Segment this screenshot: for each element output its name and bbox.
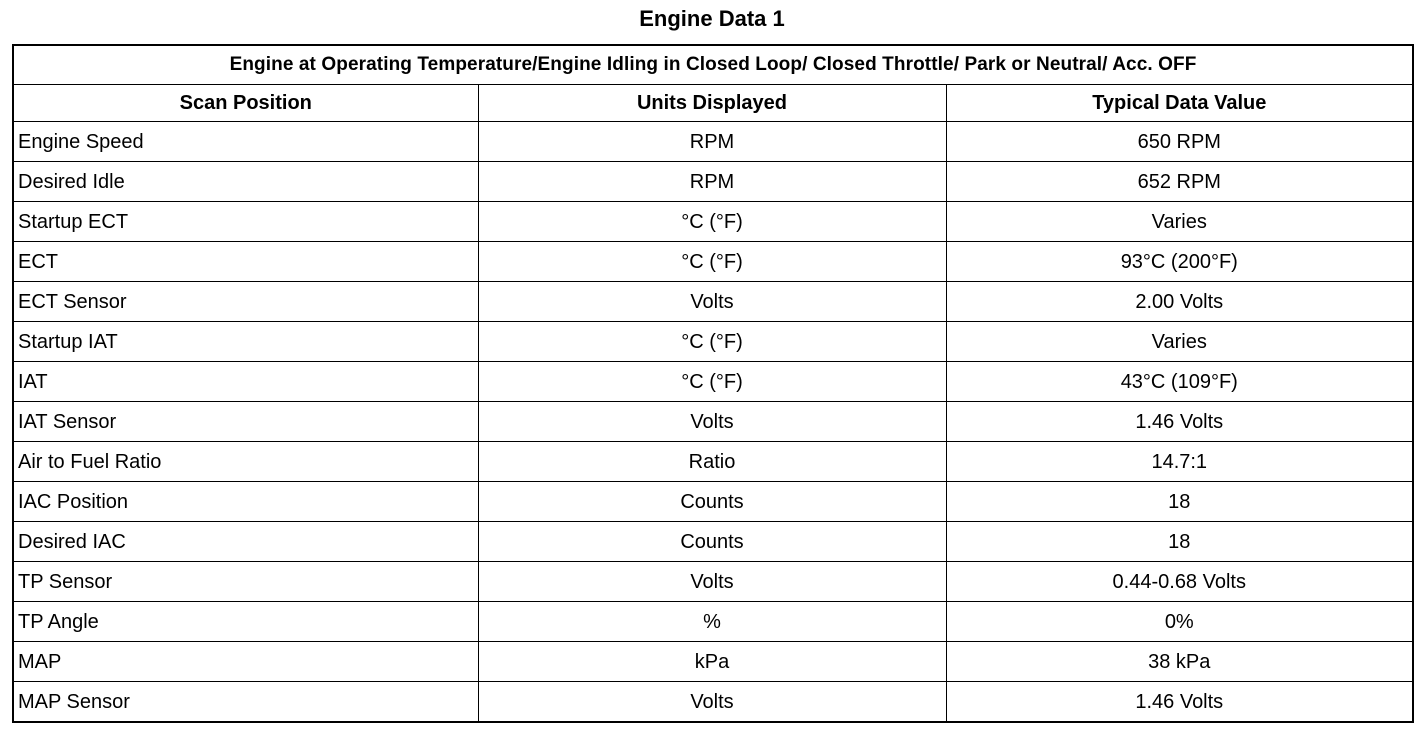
units-cell: °C (°F): [478, 202, 946, 242]
scan-position-cell: ECT: [13, 242, 478, 282]
table-row: [13, 402, 1413, 442]
scan-position-cell: Startup IAT: [13, 322, 478, 362]
table-row: [13, 522, 1413, 562]
table-row: [13, 482, 1413, 522]
units-cell: Counts: [478, 522, 946, 562]
units-cell: kPa: [478, 642, 946, 682]
table-row: [13, 162, 1413, 202]
typical-value-cell: 0.44-0.68 Volts: [946, 562, 1413, 602]
table-row: [13, 282, 1413, 322]
column-header-scan-position: Scan Position: [13, 85, 478, 122]
typical-value-cell: 38 kPa: [946, 642, 1413, 682]
scan-position-cell: IAC Position: [13, 482, 478, 522]
units-cell: Volts: [478, 682, 946, 723]
column-header-row: [13, 85, 1413, 122]
scan-position-cell: TP Sensor: [13, 562, 478, 602]
units-cell: %: [478, 602, 946, 642]
column-header-typical-data-value: Typical Data Value: [946, 85, 1413, 122]
scan-position-cell: Startup ECT: [13, 202, 478, 242]
units-cell: Counts: [478, 482, 946, 522]
table-row: [13, 202, 1413, 242]
scan-position-cell: Desired IAC: [13, 522, 478, 562]
typical-value-cell: 43°C (109°F): [946, 362, 1413, 402]
table-row: [13, 562, 1413, 602]
scan-position-cell: IAT: [13, 362, 478, 402]
table-row: [13, 642, 1413, 682]
table-row: [13, 122, 1413, 162]
scan-position-cell: IAT Sensor: [13, 402, 478, 442]
scan-position-cell: Desired Idle: [13, 162, 478, 202]
table-row: [13, 362, 1413, 402]
typical-value-cell: 1.46 Volts: [946, 682, 1413, 723]
units-cell: °C (°F): [478, 322, 946, 362]
typical-value-cell: Varies: [946, 202, 1413, 242]
typical-value-cell: 1.46 Volts: [946, 402, 1413, 442]
scan-position-cell: Engine Speed: [13, 122, 478, 162]
scan-position-cell: MAP: [13, 642, 478, 682]
units-cell: Volts: [478, 562, 946, 602]
typical-value-cell: Varies: [946, 322, 1413, 362]
units-cell: °C (°F): [478, 242, 946, 282]
table-row: [13, 322, 1413, 362]
typical-value-cell: 93°C (200°F): [946, 242, 1413, 282]
table-row: [13, 602, 1413, 642]
table-row: [13, 682, 1413, 723]
units-cell: °C (°F): [478, 362, 946, 402]
units-cell: Ratio: [478, 442, 946, 482]
typical-value-cell: 2.00 Volts: [946, 282, 1413, 322]
column-header-units-displayed: Units Displayed: [478, 85, 946, 122]
scan-position-cell: MAP Sensor: [13, 682, 478, 723]
scan-position-cell: TP Angle: [13, 602, 478, 642]
typical-value-cell: 14.7:1: [946, 442, 1413, 482]
condition-row: [13, 45, 1413, 85]
typical-value-cell: 650 RPM: [946, 122, 1413, 162]
scan-position-cell: ECT Sensor: [13, 282, 478, 322]
table-row: [13, 242, 1413, 282]
typical-value-cell: 0%: [946, 602, 1413, 642]
scan-position-cell: Air to Fuel Ratio: [13, 442, 478, 482]
units-cell: Volts: [478, 402, 946, 442]
units-cell: RPM: [478, 162, 946, 202]
condition-header: Engine at Operating Temperature/Engine Idling in Closed Loop/ Closed Throttle/ Park or Neutral/ Acc. OFF: [13, 45, 1413, 85]
engine-data-table: [12, 44, 1414, 723]
page-title: Engine Data 1: [639, 6, 785, 31]
typical-value-cell: 18: [946, 522, 1413, 562]
typical-value-cell: 652 RPM: [946, 162, 1413, 202]
table-row: [13, 442, 1413, 482]
units-cell: Volts: [478, 282, 946, 322]
units-cell: RPM: [478, 122, 946, 162]
typical-value-cell: 18: [946, 482, 1413, 522]
